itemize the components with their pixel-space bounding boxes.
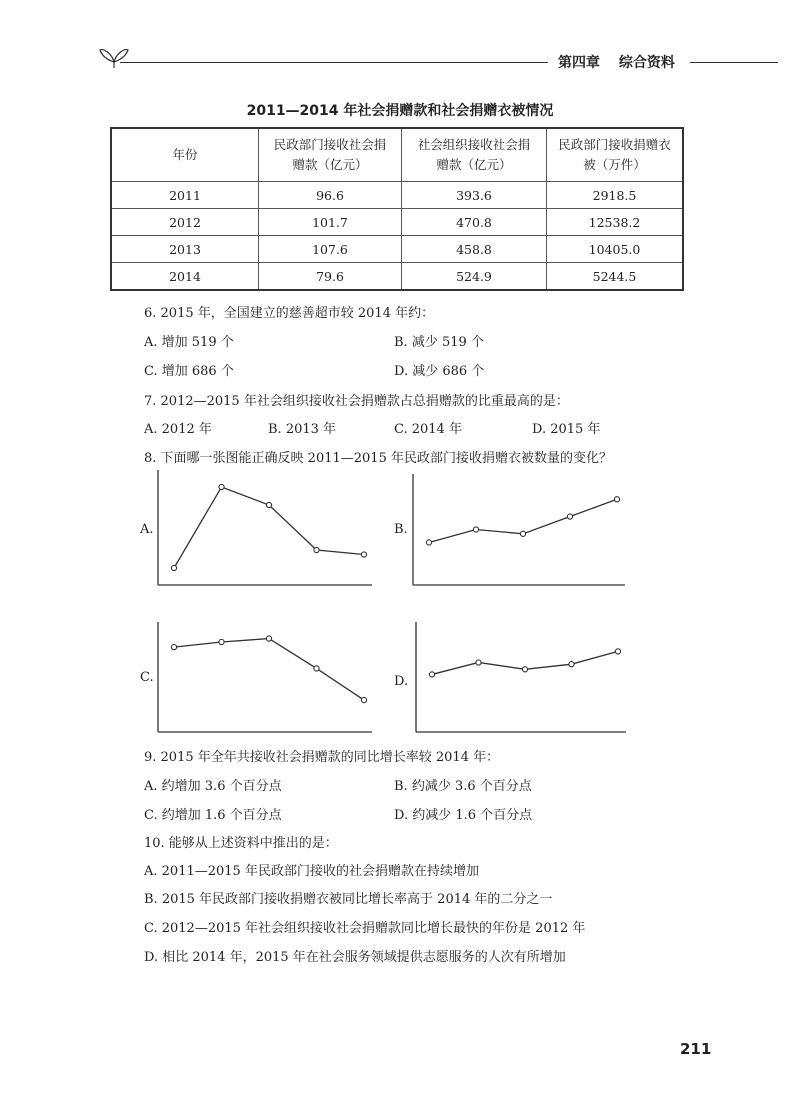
- question-7-option-a[interactable]: A. 2012 年: [144, 422, 212, 437]
- page-number: 211: [680, 1040, 712, 1058]
- table-row: [111, 209, 683, 236]
- table-cell: 96.6: [259, 182, 402, 209]
- question-10-option-c[interactable]: C. 2012—2015 年社会组织接收社会捐赠款同比增长最快的年份是 2012 年: [144, 921, 586, 936]
- question-9-option-d[interactable]: D. 约减少 1.6 个百分点: [394, 808, 533, 823]
- table-cell: 5244.5: [547, 263, 684, 291]
- table-row: [111, 236, 683, 263]
- table-cell: 10405.0: [547, 236, 684, 263]
- data-point: [522, 667, 527, 672]
- header-line: 赠款（亿元）: [436, 157, 512, 172]
- table-cell: 393.6: [402, 182, 547, 209]
- data-point: [615, 649, 620, 654]
- chapter-label: 第四章: [558, 55, 600, 71]
- data-point: [171, 644, 176, 649]
- table-cell: 12538.2: [547, 209, 684, 236]
- table-title: 2011—2014 年社会捐赠款和社会捐赠衣被情况: [246, 103, 554, 119]
- table-header-cell: [547, 128, 684, 182]
- data-point: [314, 547, 319, 552]
- data-point: [520, 531, 525, 536]
- question-7-option-b[interactable]: B. 2013 年: [268, 422, 337, 437]
- header-rule-right: [690, 62, 778, 63]
- question-7-option-c[interactable]: C. 2014 年: [394, 422, 462, 437]
- table-cell: 2012: [111, 209, 259, 236]
- table-header-cell: 年份: [111, 128, 259, 182]
- header-line: 被（万件）: [583, 157, 646, 172]
- data-point: [361, 697, 366, 702]
- table-cell: 458.8: [402, 236, 547, 263]
- chart-d-label[interactable]: D.: [394, 674, 409, 689]
- question-8-stem: 8. 下面哪一张图能正确反映 2011—2015 年民政部门接收捐赠衣被数量的变化？: [144, 451, 612, 466]
- data-point: [614, 497, 619, 502]
- data-point: [473, 527, 478, 532]
- running-header: [558, 52, 689, 72]
- table-header-cell: [402, 128, 547, 182]
- chart-a[interactable]: [156, 470, 372, 585]
- question-10-stem: 10. 能够从上述资料中推出的是：: [144, 836, 338, 851]
- data-point: [567, 514, 572, 519]
- table-cell: 101.7: [259, 209, 402, 236]
- leaf-icon: [98, 40, 130, 70]
- table-cell: 470.8: [402, 209, 547, 236]
- chart-a-label[interactable]: A.: [140, 522, 154, 537]
- table-header-cell: [259, 128, 402, 182]
- question-9-option-c[interactable]: C. 约增加 1.6 个百分点: [144, 808, 282, 823]
- table-cell: 524.9: [402, 263, 547, 291]
- chart-d[interactable]: [414, 622, 626, 732]
- data-point: [429, 672, 434, 677]
- question-6-option-c[interactable]: C. 增加 686 个: [144, 364, 234, 379]
- data-point: [219, 484, 224, 489]
- table-cell: 2013: [111, 236, 259, 263]
- header-rule-left: [120, 62, 548, 63]
- chart-b-label[interactable]: B.: [394, 522, 408, 537]
- question-6-option-a[interactable]: A. 增加 519 个: [144, 335, 234, 350]
- series-line: [174, 639, 364, 701]
- table-row: [111, 182, 683, 209]
- data-point: [361, 552, 366, 557]
- question-9-option-a[interactable]: A. 约增加 3.6 个百分点: [144, 779, 282, 794]
- data-point: [266, 502, 271, 507]
- table-cell: 2011: [111, 182, 259, 209]
- question-7-option-d[interactable]: D. 2015 年: [532, 422, 601, 437]
- series-line: [174, 487, 364, 568]
- data-point: [569, 662, 574, 667]
- table-cell: 2014: [111, 263, 259, 291]
- data-point: [171, 565, 176, 570]
- data-point: [426, 540, 431, 545]
- header-line: 民政部门接收捐赠衣: [558, 137, 671, 152]
- table-row: [111, 263, 683, 291]
- data-point: [476, 660, 481, 665]
- data-point: [314, 666, 319, 671]
- section-label: 综合资料: [618, 55, 675, 71]
- question-6-option-d[interactable]: D. 减少 686 个: [394, 364, 485, 379]
- data-point: [266, 636, 271, 641]
- question-10-option-d[interactable]: D. 相比 2014 年，2015 年在社会服务领域提供志愿服务的人次有所增加: [144, 950, 566, 965]
- question-7-stem: 7. 2012—2015 年社会组织接收社会捐赠款占总捐赠款的比重最高的是：: [144, 394, 569, 409]
- table-header-row: [111, 128, 683, 182]
- header-line: 赠款（亿元）: [292, 157, 368, 172]
- question-6-option-b[interactable]: B. 减少 519 个: [394, 335, 484, 350]
- question-6-stem: 6. 2015 年，全国建立的慈善超市较 2014 年约：: [144, 306, 435, 321]
- chart-c[interactable]: [156, 622, 372, 732]
- table-cell: 107.6: [259, 236, 402, 263]
- chart-b[interactable]: [411, 474, 625, 585]
- question-9-stem: 9. 2015 年全年共接收社会捐赠款的同比增长率较 2014 年：: [144, 750, 500, 765]
- header-line: 社会组织接收社会捐: [417, 137, 531, 152]
- question-10-option-b[interactable]: B. 2015 年民政部门接收捐赠衣被同比增长率高于 2014 年的二分之一: [144, 892, 553, 907]
- table-cell: 2918.5: [547, 182, 684, 209]
- question-9-option-b[interactable]: B. 约减少 3.6 个百分点: [394, 779, 532, 794]
- data-point: [219, 639, 224, 644]
- data-table: [110, 127, 684, 291]
- chart-c-label[interactable]: C.: [140, 670, 154, 685]
- header-line: 民政部门接收社会捐: [273, 137, 387, 152]
- table-cell: 79.6: [259, 263, 402, 291]
- question-10-option-a[interactable]: A. 2011—2015 年民政部门接收的社会捐赠款在持续增加: [144, 864, 479, 879]
